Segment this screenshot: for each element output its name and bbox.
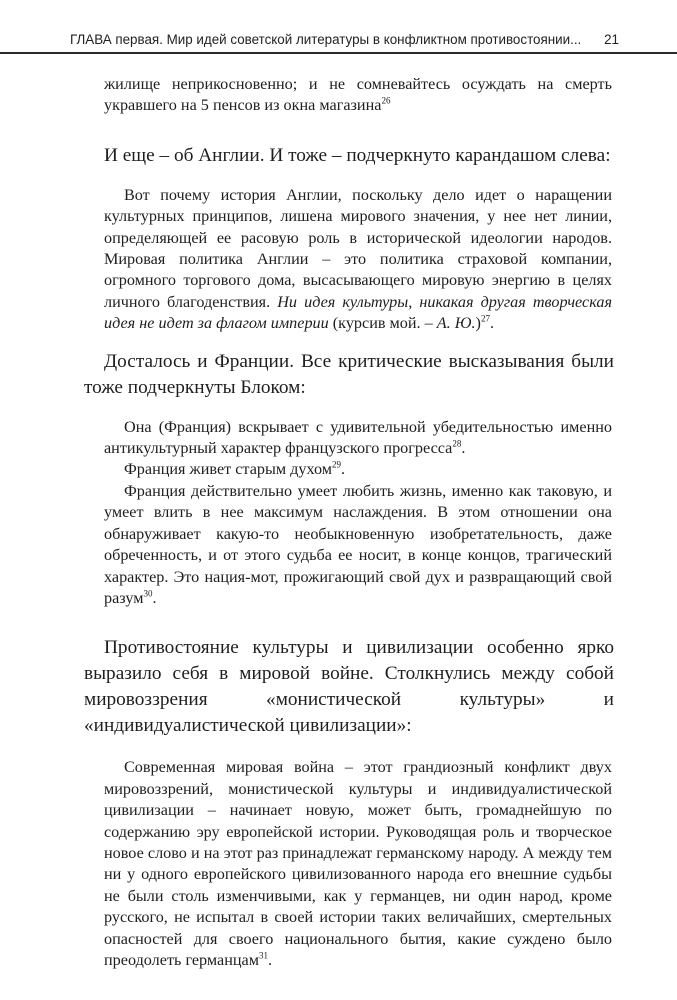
quote-paragraph: Она (Франция) вскрывает с удивительной убедительностью именно антикультурный характер французского прогресса$^{28}$.: [104, 417, 612, 458]
quote-text: жилище неприкосновенно; и не сомневайтесь осуждать на смерть укравшего на 5 пенсов из окна магазина: [104, 75, 612, 115]
quote-text: Вот почему история Англии, поскольку дело идет о наращении культурных принципов, лишена мирового значения, у нее нет линии, определяющей ее расовую роль в исторической идеологии народов. Мировая политика Англии – это политика страховой компании, огромного торгового дома, высасывающего мировую энергию в целях личного благоденствия.: [104, 185, 612, 311]
chapter-title: ГЛАВА первая. Мир идей советской литературы в конфликтном противостоянии...: [70, 32, 582, 47]
quote-continuation: [84, 74, 614, 117]
quote-text: Современная мировая война – этот грандиозный конфликт двух мировоззрений, монистической культуры и индивидуалистической цивилизации – начинает новую, может быть, громаднейшую по содержанию эру европейской истории. Руководящая роль и творческое новое слово и на этот раз принадлежат германскому народу. А между тем ни у одного европейского цивилизованного народа его внешние судьбы не были столь изменчивыми, как у германцев, ни один народ, кроме русского, не испытал в своей истории таких величайших, смертельных опасностей для своего национального бытия, какие суждено было преодолеть германцам: [104, 758, 612, 969]
paragraph-england: И еще – об Англии. И тоже – подчеркнуто карандашом слева:: [104, 144, 611, 166]
quote-paragraph: Современная мировая война – этот грандиозный конфликт двух мировоззрений, монистической культуры и индивидуалистической цивилизации – начинает новую, может быть, громаднейшую по содержанию эру европейской истории. Руководящая роль и творческое новое слово и на этот раз принадлежат германскому народу. А между тем ни у одного европейского цивилизованного народа его внешние судьбы не были столь изменчивыми, как у германцев, ни один народ, кроме русского, не испытал в своей истории таких величайших, смертельных опасностей для своего национального бытия, какие суждено было преодолеть германцам$^{31}$.: [104, 758, 612, 969]
paragraph-war: Противостояние культуры и цивилизации особенно ярко выразило себя в мировой войне. Столкнулись между собой мировоззрения «монистической культуры» и «индивидуалистической цивилизации»:: [84, 637, 614, 737]
page-number: 21: [604, 32, 619, 47]
author-initials: А. Ю.: [436, 314, 476, 333]
author-note-open: (курсив мой. –: [328, 314, 437, 333]
quote-paragraph: Франция живет старым духом$^{29}$.: [124, 460, 346, 479]
quote-text: Она (Франция) вскрывает с удивительной убедительностью именно антикультурный характер французского прогресса: [104, 417, 612, 458]
footnote-ref: 30: [143, 588, 153, 599]
quote-text: Франция действительно умеет любить жизнь, именно как таковую, и умеет влить в нее максимум наслаждения. В этом отношении она обнаруживает какую-то необыкновенную изобретательность, даже обреченность, и от этого судьба ее носит, в конце концов, трагический характер. Это нация-мот, прожигающий свой дух и развращающий свой разум: [104, 481, 612, 607]
italic-text: Ни идея культуры, никакая другая творческая идея не идет за флагом империи: [104, 292, 612, 333]
quote-france: [84, 417, 614, 610]
quote-paragraph: Франция действительно умеет любить жизнь, именно как таковую, и умеет влить в нее максимум наслаждения. В этом отношении она обнаруживает какую-то необыкновенную изобретательность, даже обреченность, и от этого судьба ее носит, в конце концов, трагический характер. Это нация-мот, прожигающий свой дух и развращающий свой разум$^{30}$.: [104, 481, 612, 607]
quote-england: [84, 185, 614, 335]
running-header: [0, 0, 677, 54]
quote-paragraph: Вот почему история Англии, поскольку дело идет о наращении культурных принципов, лишена мирового значения, у нее нет линии, определяющей ее расовую роль в исторической идеологии народов. Мировая политика Англии – это политика страховой компании, огромного торгового дома, высасывающего мировую энергию в целях личного благоденствия. Ни идея культуры, никакая другая творческая идея не идет за флагом империи (курсив мой. – А. Ю.)$^{27}$.: [104, 185, 612, 333]
author-note-close: ): [475, 314, 481, 333]
footnote-ref: 26: [381, 96, 391, 107]
page-body: [84, 68, 614, 971]
footnote-ref: 31: [258, 950, 268, 961]
footnote-ref: 29: [332, 460, 341, 471]
footnote-ref: 27: [480, 313, 490, 324]
quote-text: Франция живет старым духом: [124, 460, 332, 479]
quote-war: [84, 757, 614, 971]
footnote-ref: 28: [452, 438, 462, 449]
paragraph-france: Досталось и Франции. Все критические высказывания были тоже подчеркнуты Блоком:: [84, 350, 614, 398]
